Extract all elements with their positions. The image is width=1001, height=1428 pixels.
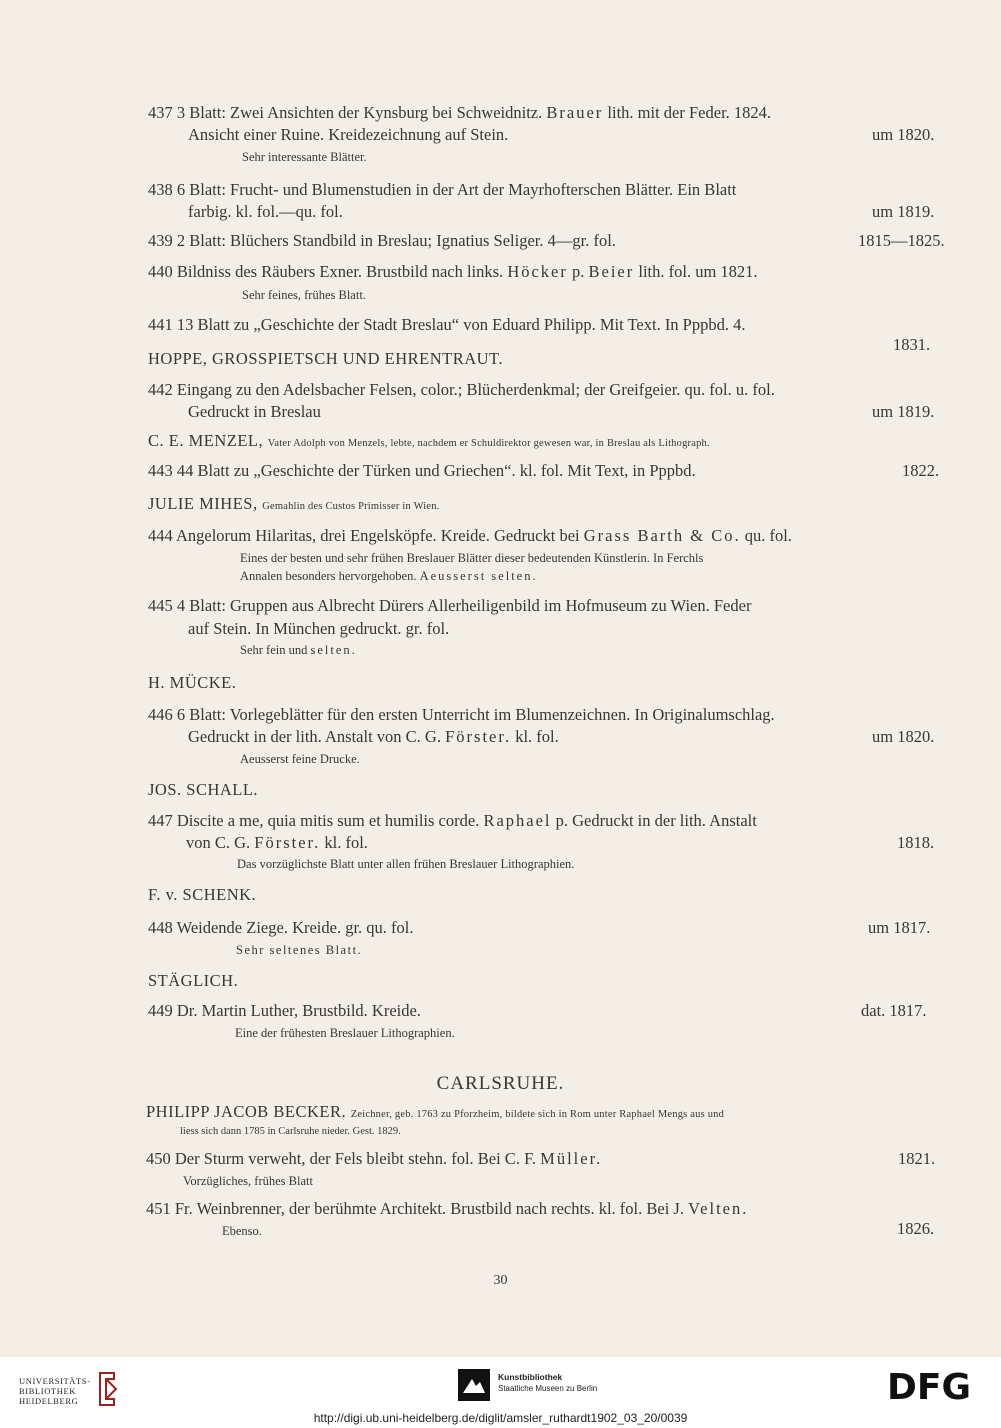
- entry-445-note-text: Sehr fein und: [240, 643, 308, 657]
- entry-440-painter: Höcker: [507, 262, 568, 281]
- artist-heading-menzel: [148, 431, 710, 454]
- entry-440-text: 440 Bildniss des Räubers Exner. Brustbild nach links.: [148, 262, 504, 281]
- entry-442-date: um 1819.: [872, 402, 935, 421]
- entry-450-publisher: Müller.: [540, 1149, 603, 1168]
- dfg-logo[interactable]: DFG: [887, 1367, 972, 1408]
- artist-heading-becker: [146, 1102, 724, 1125]
- entry-450-text: 450 Der Sturm verweht, der Fels bleibt stehn. fol. Bei C. F.: [146, 1149, 537, 1168]
- uni-line-2: BIBLIOTHEK: [19, 1386, 76, 1396]
- entry-437-line2: Ansicht einer Ruine. Kreidezeichnung auf Stein.: [188, 125, 509, 144]
- entry-451-text: 451 Fr. Weinbrenner, der berühmte Architekt. Brustbild nach rechts. kl. fol. Bei J.: [146, 1199, 684, 1218]
- artist-name: PHILIPP JACOB BECKER.: [146, 1102, 347, 1121]
- artist-heading-staglich: STÄGLICH.: [148, 971, 239, 990]
- artist-heading-hoppe: HOPPE, GROSSPIETSCH UND EHRENTRAUT.: [148, 349, 504, 368]
- entry-445-line1: 445 4 Blatt: Gruppen aus Albrecht Dürers Allerheiligenbild im Hofmuseum zu Wien. Feder: [148, 596, 752, 615]
- source-url-link[interactable]: http://digi.ub.uni-heidelberg.de/diglit/amsler_ruthardt1902_03_20/0039: [313, 1411, 688, 1425]
- artist-heading-schenk: F. v. SCHENK.: [148, 885, 257, 904]
- entry-444-text: 444 Angelorum Hilaritas, drei Engelsköpfe. Kreide. Gedruckt bei: [148, 526, 580, 545]
- entry-446-date: um 1820.: [872, 727, 935, 746]
- entry-444-rarity: Aeusserst selten.: [419, 569, 538, 583]
- heidelberg-emblem-icon: [92, 1369, 122, 1409]
- entry-437-text: 437 3 Blatt: Zwei Ansichten der Kynsburg bei Schweidnitz.: [148, 103, 543, 122]
- entry-439-date: 1815—1825.: [858, 231, 945, 250]
- entry-447-title: 447 Discite a me, quia mitis sum et humilis corde.: [148, 811, 480, 830]
- entry-440-note: Sehr feines, frühes Blatt.: [242, 288, 366, 302]
- entry-437-note: Sehr interessante Blätter.: [242, 150, 367, 164]
- entry-451-note: Ebenso.: [222, 1224, 262, 1238]
- entry-444-note2: [240, 568, 538, 584]
- entry-443-line1: 443 44 Blatt zu „Geschichte der Türken und Griechen“. kl. fol. Mit Text, in Pppbd.: [148, 461, 696, 480]
- entry-440-p: p.: [572, 262, 585, 281]
- entry-446-note: Aeusserst feine Drucke.: [240, 752, 360, 766]
- artist-heading-mucke: H. MÜCKE.: [148, 673, 237, 692]
- entry-447-text: p. Gedruckt in der lith. Anstalt: [555, 811, 757, 830]
- entry-444-line1: [148, 526, 792, 546]
- entry-440-line1: [148, 262, 758, 282]
- entry-444-printer: Grass Barth & Co.: [583, 526, 741, 545]
- entry-441-date: 1831.: [893, 335, 931, 354]
- entry-451-line1: [146, 1199, 748, 1219]
- entry-440-date: lith. fol. um 1821.: [638, 262, 758, 281]
- entry-444-note2-text: Annalen besonders hervorgehoben.: [240, 569, 417, 583]
- university-library-logo[interactable]: [19, 1376, 91, 1406]
- entry-444-note1: Eines der besten und sehr frühen Breslauer Blätter dieser bedeutenden Künstlerin. In Ferchls: [240, 551, 704, 565]
- footer-bar: [0, 1357, 1001, 1428]
- entry-444-format: qu. fol.: [744, 526, 792, 545]
- entry-447-painter: Raphael: [483, 811, 552, 830]
- artist-heading-mihes: [148, 494, 440, 517]
- entry-437-line1: [148, 103, 771, 123]
- entry-447-text2: von C. G.: [186, 833, 251, 852]
- entry-445-line2: auf Stein. In München gedruckt. gr. fol.: [188, 619, 450, 638]
- entry-450-note: Vorzügliches, frühes Blatt: [183, 1174, 313, 1188]
- artist-heading-schall: JOS. SCHALL.: [148, 780, 259, 799]
- artist-description: Vater Adolph von Menzels, lebte, nachdem er Schuldirektor gewesen war, in Breslau als Lithograph.: [267, 438, 710, 449]
- entry-442-line2: Gedruckt in Breslau: [188, 402, 321, 421]
- entry-451-publisher: Velten.: [688, 1199, 749, 1218]
- entry-439-line1: 439 2 Blatt: Blüchers Standbild in Breslau; Ignatius Seliger. 4—gr. fol.: [148, 231, 616, 250]
- artist-description: Gemahlin des Custos Primisser in Wien.: [262, 501, 440, 512]
- entry-447-line2: [186, 833, 368, 853]
- entry-446-format: kl. fol.: [515, 727, 559, 746]
- entry-446-text: Gedruckt in der lith. Anstalt von C. G.: [188, 727, 441, 746]
- entry-447-date: 1818.: [897, 833, 935, 852]
- entry-438-line1: 438 6 Blatt: Frucht- und Blumenstudien in der Art der Mayrhofterschen Blätter. Ein Blatt: [148, 180, 737, 199]
- entry-438-line2: farbig. kl. fol.—qu. fol.: [188, 202, 343, 221]
- entry-437-artist: Brauer: [546, 103, 604, 122]
- entry-447-printer: Förster.: [254, 833, 321, 852]
- artist-description-cont: liess sich dann 1785 in Carlsruhe nieder. Gest. 1829.: [180, 1126, 401, 1137]
- entry-442-line1: 442 Eingang zu den Adelsbacher Felsen, color.; Blücherdenkmal; der Greifgeier. qu. fol. u. fol.: [148, 380, 775, 399]
- artist-name: C. E. MENZEL,: [148, 431, 264, 450]
- artist-description: Zeichner, geb. 1763 zu Pforzheim, bildete sich in Rom unter Raphael Mengs aus und: [350, 1109, 725, 1120]
- entry-446-line1: 446 6 Blatt: Vorlegeblätter für den ersten Unterricht im Blumenzeichnen. In Originalumschlag.: [148, 705, 775, 724]
- entry-448-date: um 1817.: [868, 918, 931, 937]
- entry-448-line1: 448 Weidende Ziege. Kreide. gr. qu. fol.: [148, 918, 414, 937]
- uni-line-3: HEIDELBERG: [19, 1396, 79, 1406]
- page-number: 30: [493, 1273, 508, 1288]
- entry-450-line1: [146, 1149, 602, 1169]
- entry-449-line1: 449 Dr. Martin Luther, Brustbild. Kreide.: [148, 1001, 421, 1020]
- kunstbibliothek-label[interactable]: [498, 1372, 597, 1394]
- kb-subtitle: Staatliche Museen zu Berlin: [498, 1384, 598, 1393]
- entry-447-format: kl. fol.: [324, 833, 368, 852]
- entry-445-rarity: selten.: [310, 643, 357, 657]
- entry-440-lithographer: Beier: [588, 262, 635, 281]
- entry-449-date: dat. 1817.: [861, 1001, 927, 1020]
- entry-437-date: um 1820.: [872, 125, 935, 144]
- entry-445-note: [240, 642, 357, 658]
- entry-446-line2: [188, 727, 559, 747]
- uni-line-1: UNIVERSITÄTS-: [19, 1376, 91, 1386]
- entry-448-note: Sehr seltenes Blatt.: [236, 943, 363, 957]
- artist-name: JULIE MIHES,: [148, 494, 258, 513]
- entry-437-technique: lith. mit der Feder. 1824.: [607, 103, 772, 122]
- entry-438-date: um 1819.: [872, 202, 935, 221]
- entry-446-printer: Förster.: [445, 727, 512, 746]
- entry-447-note: Das vorzüglichste Blatt unter allen frühen Breslauer Lithographien.: [237, 857, 575, 871]
- entry-447-line1: [148, 811, 757, 831]
- entry-443-date: 1822.: [902, 461, 940, 480]
- city-heading: CARLSRUHE.: [436, 1073, 565, 1094]
- entry-450-date: 1821.: [898, 1149, 936, 1168]
- entry-449-note: Eine der frühesten Breslauer Lithographien.: [235, 1026, 455, 1040]
- entry-441-line1: 441 13 Blatt zu „Geschichte der Stadt Breslau“ von Eduard Philipp. Mit Text. In Pppbd. 4.: [148, 315, 746, 334]
- entry-451-date: 1826.: [897, 1219, 935, 1238]
- kunstbibliothek-logo-icon: [458, 1369, 490, 1401]
- kb-title: Kunstbibliothek: [498, 1372, 563, 1382]
